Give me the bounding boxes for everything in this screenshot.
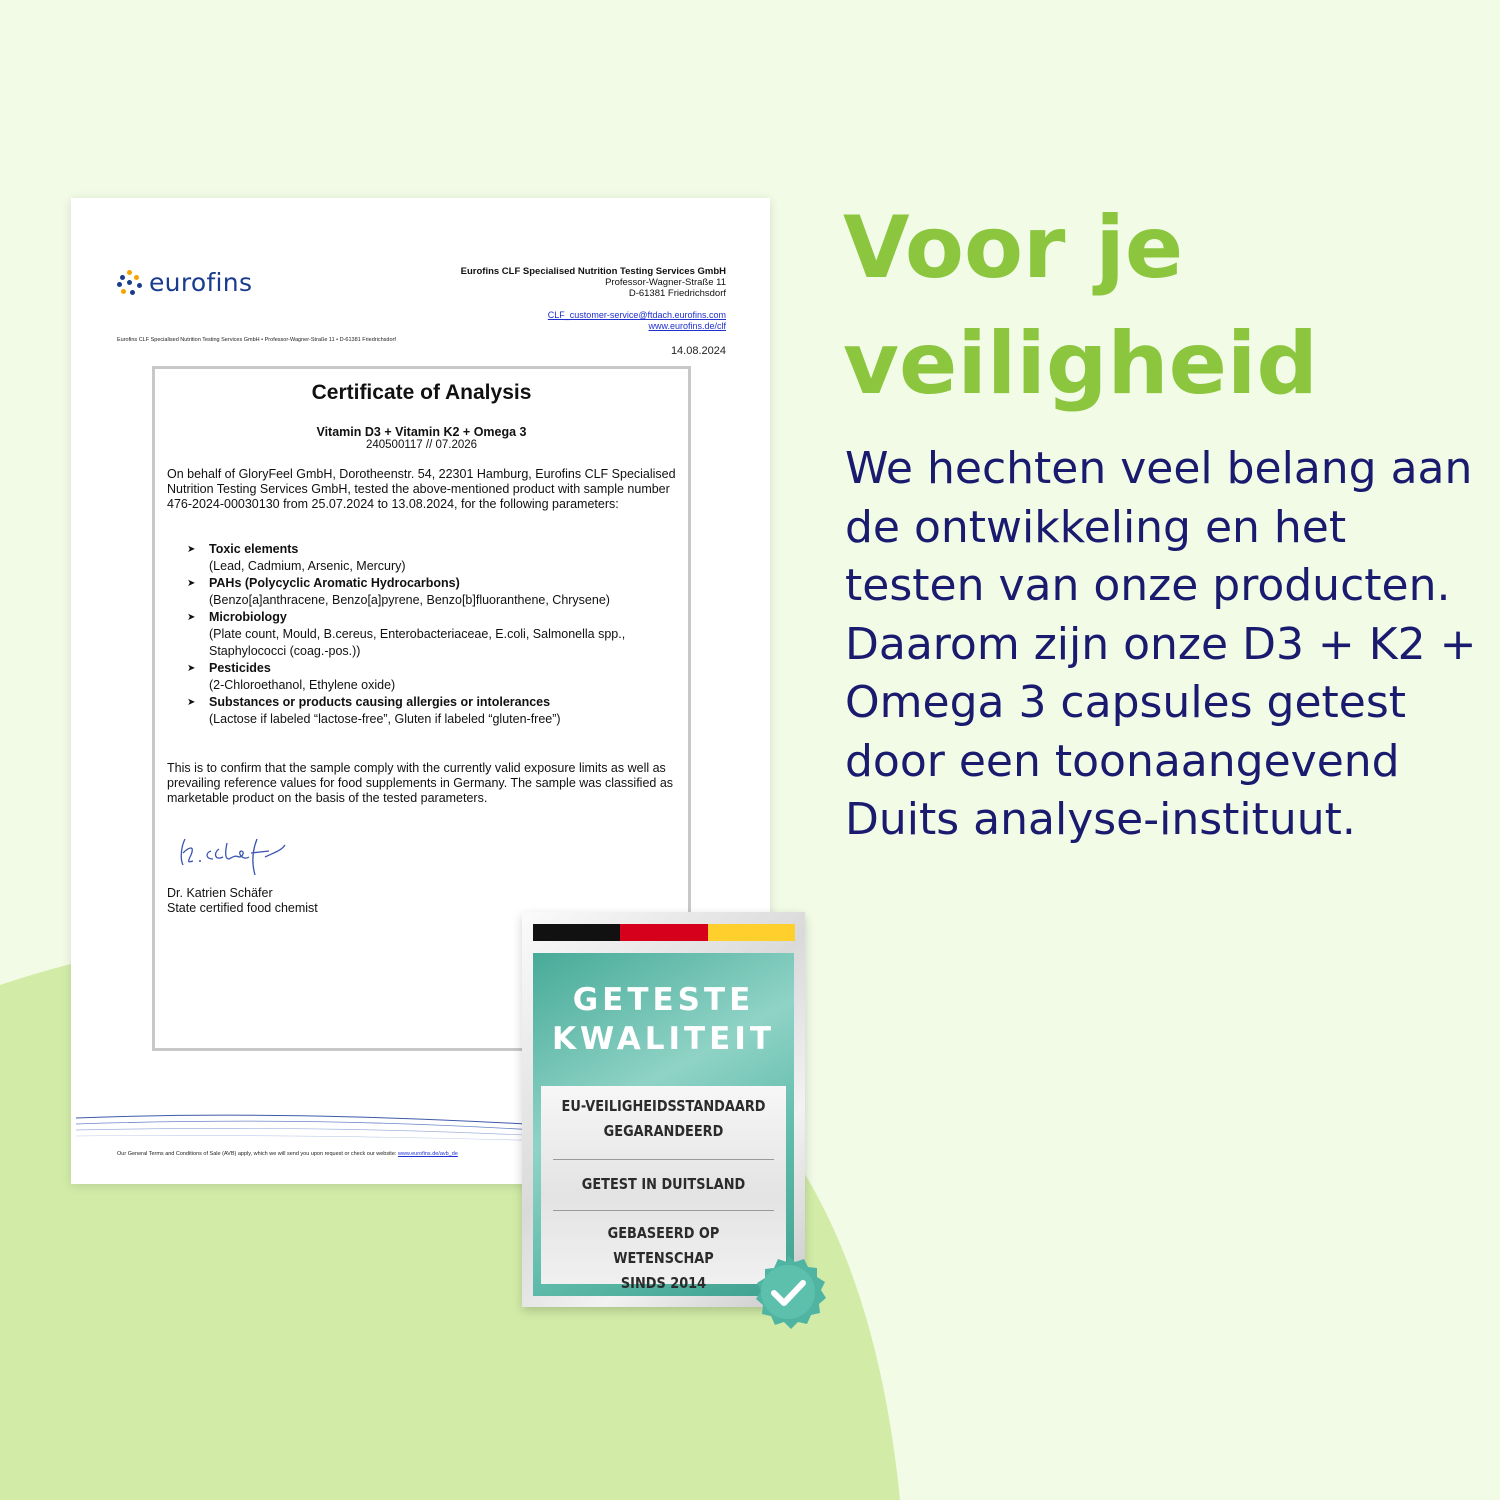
badge-title-line2: KWALITEIT: [551, 1021, 776, 1057]
signatory: [167, 886, 318, 916]
lab-name: Eurofins CLF Specialised Nutrition Testing Services GmbH: [460, 266, 726, 277]
signatory-title: State certified food chemist: [167, 901, 318, 915]
flag-gold: [708, 924, 795, 941]
sender-line: Eurofins CLF Specialised Nutrition Testing Services GmbH • Professor-Wagner-Straße 11 • D-61381 Friedrichsdorf: [117, 337, 396, 343]
parameter-detail: (Lead, Cadmium, Arsenic, Mercury): [209, 559, 406, 573]
arrow-bullet-icon: ➤: [187, 578, 196, 589]
parameter-name: Toxic elements: [209, 542, 299, 556]
claim-line: EU-VEILIGHEIDSSTANDAARD: [561, 1097, 766, 1115]
list-item: [187, 575, 677, 609]
list-item: [187, 609, 677, 660]
lab-contact: [548, 310, 726, 332]
parameter-list: [187, 541, 677, 728]
check-icon: [747, 1251, 829, 1333]
badge-panel: [533, 953, 794, 1296]
arrow-bullet-icon: ➤: [187, 612, 196, 623]
list-item: [187, 660, 677, 694]
flag-black: [533, 924, 620, 941]
parameter-detail: (Plate count, Mould, B.cereus, Enterobacteriaceae, E.coli, Salmonella spp., Staphylococci (coag.-pos.)): [209, 627, 626, 658]
terms-text: Our General Terms and Conditions of Sale (AVB) apply, which we will send you upon request or check our website:: [117, 1151, 398, 1157]
lab-city: D-61381 Friedrichsdorf: [628, 288, 726, 299]
list-item: [187, 694, 677, 728]
lab-street: Professor-Wagner-Straße 11: [605, 277, 726, 288]
parameter-name: Pesticides: [209, 661, 271, 675]
body-copy: We hechten veel belang aan de ontwikkeling en het testen van onze producten. Daarom zijn onze D3 + K2 + Omega 3 capsules getest door een toonaangevend Duits analyse-instituut.: [845, 443, 1477, 845]
arrow-bullet-icon: ➤: [187, 544, 196, 555]
terms-footer: [117, 1151, 458, 1157]
claim-eu-safety: [558, 1094, 769, 1144]
email-link[interactable]: CLF_customer-service@ftdach.eurofins.com: [547, 310, 726, 320]
parameter-detail: (2-Chloroethanol, Ethylene oxide): [209, 678, 396, 692]
badge-title: [533, 981, 794, 1059]
claim-line: SINDS 2014: [620, 1274, 707, 1292]
signatory-name: Dr. Katrien Schäfer: [167, 886, 273, 900]
claim-line: GETEST IN DUITSLAND: [581, 1175, 746, 1193]
parameter-name: PAHs (Polycyclic Aromatic Hydrocarbons): [209, 576, 460, 590]
eurofins-logo-text: eurofins: [149, 268, 253, 297]
list-item: [187, 541, 677, 575]
certificate-date: 14.08.2024: [670, 345, 726, 357]
signature-image: [173, 831, 293, 879]
badge-title-line1: GETESTE: [572, 982, 755, 1018]
eurofins-logo-icon: [117, 270, 143, 296]
parameter-name: Substances or products causing allergies or intolerances: [209, 695, 551, 709]
claim-line: GEGARANDEERD: [603, 1122, 724, 1140]
eurofins-logo: [117, 268, 252, 297]
german-flag-stripe: [533, 924, 795, 941]
arrow-bullet-icon: ➤: [187, 697, 196, 708]
claim-tested-germany: [558, 1172, 769, 1197]
claim-science: [558, 1221, 769, 1296]
arrow-bullet-icon: ➤: [187, 663, 196, 674]
confirmation-paragraph: This is to confirm that the sample comply with the currently valid exposure limits as well as prevailing reference values for food supplements in Germany. The sample was classified as marketable product on the basis of the tested parameters.: [167, 761, 674, 805]
batch-number: 240500117 // 07.2026: [365, 439, 478, 451]
claim-line: GEBASEERD OP WETENSCHAP: [607, 1224, 720, 1267]
headline: Voor je veiligheid: [843, 198, 1318, 414]
intro-paragraph: On behalf of GloryFeel GmbH, Dorotheenstr. 54, 22301 Hamburg, Eurofins CLF Specialised Nutrition Testing Services GmbH, tested the above-mentioned product with sample number 476-2024-00030130 from 25.07.2024 to 13.08.2024, for the following parameters:: [167, 467, 676, 511]
terms-link[interactable]: www.eurofins.de/avb_de: [397, 1151, 458, 1157]
divider: [553, 1159, 774, 1160]
parameter-detail: (Benzo[a]anthracene, Benzo[a]pyrene, Benzo[b]fluoranthene, Chrysene): [209, 593, 610, 607]
product-name: Vitamin D3 + Vitamin K2 + Omega 3: [316, 425, 527, 439]
parameter-detail: (Lactose if labeled “lactose-free”, Gluten if labeled “gluten-free”): [209, 712, 561, 726]
divider: [553, 1210, 774, 1211]
parameter-name: Microbiology: [209, 610, 287, 624]
flag-red: [620, 924, 707, 941]
website-link[interactable]: www.eurofins.de/clf: [648, 321, 726, 331]
lab-address: [461, 266, 726, 299]
certificate-title: Certificate of Analysis: [311, 381, 532, 404]
quality-badge: [522, 912, 805, 1307]
